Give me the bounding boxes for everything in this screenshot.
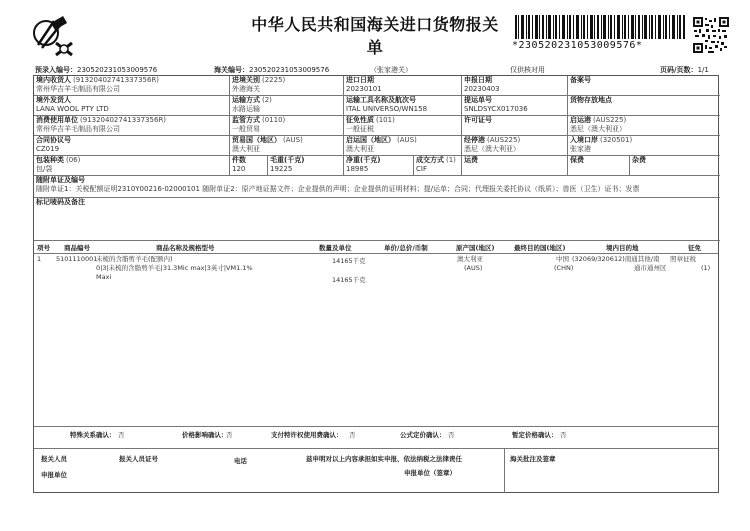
storage-cell: 货物存放地点 [568,96,720,116]
page-indicator: 页码/页数：1/1 [660,66,709,74]
pieces-cell: 件数 120 [230,156,268,176]
declarant-cert-label: 报关人员证号 [119,455,158,463]
pre-entry-no: 预录入编号：230520231053009576 [35,66,158,74]
declaring-unit-label: 申报单位 [41,471,67,479]
barcode-icon [515,15,685,39]
phone-label: 电话 [234,457,247,465]
transport-mode-cell: 运输方式 (2) 水路运输 [230,96,344,116]
royalty-value: 否 [349,431,356,439]
col-domestic-dest: 境内目的地 [606,244,639,252]
verification-notice: 仅供核对用 [510,66,545,74]
vessel-cell: 运输工具名称及航次号 ITAL UNIVERSO/WN158 [344,96,462,116]
formula-price-label: 公式定价确认： [400,431,446,439]
via-port-cell: 经停港 (AUS225) 悉尼（澳大利亚） [462,136,568,156]
col-price: 单价/总价/币制 [384,244,428,252]
formula-price-value: 否 [448,431,455,439]
entry-customs-cell: 进境关别 (2225) 外港海关 [230,76,344,96]
contract-cell: 合同协议号 CZ019 [34,136,230,156]
customs-no: 海关编号：230520231053009576 [214,66,330,74]
special-relation-value: 否 [118,431,125,439]
col-destination: 最终目的国(地区) [514,244,566,252]
license-cell: 许可证号 [462,116,568,136]
consignee-cell: 境内收货人 (91320402741337356R) 常州华吉羊毛制品有限公司 [34,76,230,96]
trade-country-cell: 贸易国（地区） (AUS) 澳大利亚 [230,136,344,156]
tentative-price-value: 否 [560,431,567,439]
unit-seal-label: 申报单位（签章） [404,469,456,477]
qr-code-icon [693,17,729,53]
col-item-no: 项号 [37,244,50,252]
price-impact-label: 价格影响确认： [182,431,228,439]
special-relation-label: 特殊关系确认： [70,431,116,439]
royalty-label: 支付特许权使用费确认： [271,431,343,439]
col-name-spec: 商品名称及规格型号 [156,244,215,252]
package-type-cell: 包装种类 (06) 包/袋 [34,156,230,176]
departure-port-cell: 启运港 (AUS225) 悉尼（澳大利亚） [568,116,720,136]
insurance-cell: 保费 [568,156,630,176]
bill-of-lading-cell: 提运单号 SNLDSYCX017036 [462,96,568,116]
net-weight-cell: 净重(千克) 18985 [344,156,414,176]
supervision-cell: 监管方式 (0110) 一般贸易 [230,116,344,136]
form-title: 中华人民共和国海关进口货物报关单 [251,15,499,57]
customs-emblem-icon [32,15,76,57]
col-quantity: 数量及单位 [319,244,352,252]
gross-weight-cell: 毛重(千克) 19225 [268,156,344,176]
col-hs-code: 商品编号 [64,244,90,252]
barcode-number: *230520231053009576* [512,40,643,51]
col-origin: 原产国(地区) [456,244,495,252]
entry-port-cell: 入境口岸 (320501) 张家港 [568,136,720,156]
customs-note-label: 海关批注及签章 [510,455,556,463]
origin-country-cell: 启运国（地区） (AUS) 澳大利亚 [344,136,462,156]
tentative-price-label: 暂定价格确认： [512,431,558,439]
marks-cell: 标记唛码及备注 [34,198,720,241]
declare-date-cell: 申报日期 20230403 [462,76,568,96]
port-name: （张家港关） [370,66,412,74]
exemption-nature-cell: 征免性质 (101) 一般征税 [344,116,462,136]
declarant-label: 报关人员 [41,455,67,463]
col-exemption: 征免 [688,244,701,252]
freight-cell: 运费 [462,156,568,176]
attached-docs-cell: 随附单证及编号 随附单证1：关税配额证明2310Y00216-02000101 随附单证2：原产地证据文件；企业提供的声明；企业提供的证明材料；提/运单；合同；代理报关委托协议（纸质）；兽医（卫生）证书；发票 [34,176,720,198]
record-no-cell: 备案号 [568,76,720,96]
shipper-cell: 境外发货人 LANA WOOL PTY LTD [34,96,230,116]
misc-fee-cell: 杂费 [630,156,720,176]
import-date-cell: 进口日期 20230101 [344,76,462,96]
declaration-form: 境内收货人 (91320402741337356R) 常州华吉羊毛制品有限公司 进境关别 (2225) 外港海关 进口日期 20230101 申报日期 20230403 备案号 境外发货人 LANA WOOL PTY LTD 运输方式 (2) 水路运输 运输工具名称及航次号 ITAL UNIVERSO/WN158 提运单号 SNLDSYCX017036 货物存放地点 消费使用单位 (91320402741337356R) 常州华吉羊毛制品有限公司 监管方式 (0110) 一般贸易 征免性质 (101) 一般征税 许可证号 启运港 (AUS225) 悉尼（澳大利亚） 合同协议号 CZ019 贸易国（地区） (AUS) 澳大利亚 启运国（地区） (AUS) 澳大利亚 经停港 (AUS225) 悉尼（澳大利亚） 入境口岸 (320501) 张家港 包装种类 (06) 包/袋 件数 120 毛重(千克) 19225 净重(千克) 18985 成交方式 (1) CIF 运费 保费 杂费 随附单证及编号 随附单证1：关税配额证明2310Y00216-02000101 随附单证2：原产地证据文件；企业提供的声明；企业提供的证明材料；提/运单；合同；代理报关委托协议（纸质）；兽医（卫生）证书；发票 标记唛码及备注 项号 商品编号 商品名称及规格型号 数量及单位 单价/总价/币制 原产国(地区) 最终目的国(地区) 境内目的地 征免 1 5101110001 未梳的含脂剪羊毛(配额内) 0|3|未梳的含脂剪羊毛|31.3Mic max|3英寸|VM1.1% Maxi 14165千克 14165千克 澳大利亚 (AUS) 中国 (CHN) (32069/320612)南通其他/南 通市通州区 照章征税 (1) 特殊关系确认： 否 价格影响确认： 否 支付特许权使用费确认： 否 公式定价确认： 否 暂定价格确认： 否 报关人员 报关人员证号 电话 兹申明对以上内容承担如实申报、依法纳税之法律责任 海关批注及签章 申报单位 申报单位（签章） [33,75,719,493]
legal-statement: 兹申明对以上内容承担如实申报、依法纳税之法律责任 [306,455,462,463]
consumer-cell: 消费使用单位 (91320402741337356R) 常州华吉羊毛制品有限公司 [34,116,230,136]
trade-terms-cell: 成交方式 (1) CIF [414,156,462,176]
price-impact-value: 否 [226,431,233,439]
